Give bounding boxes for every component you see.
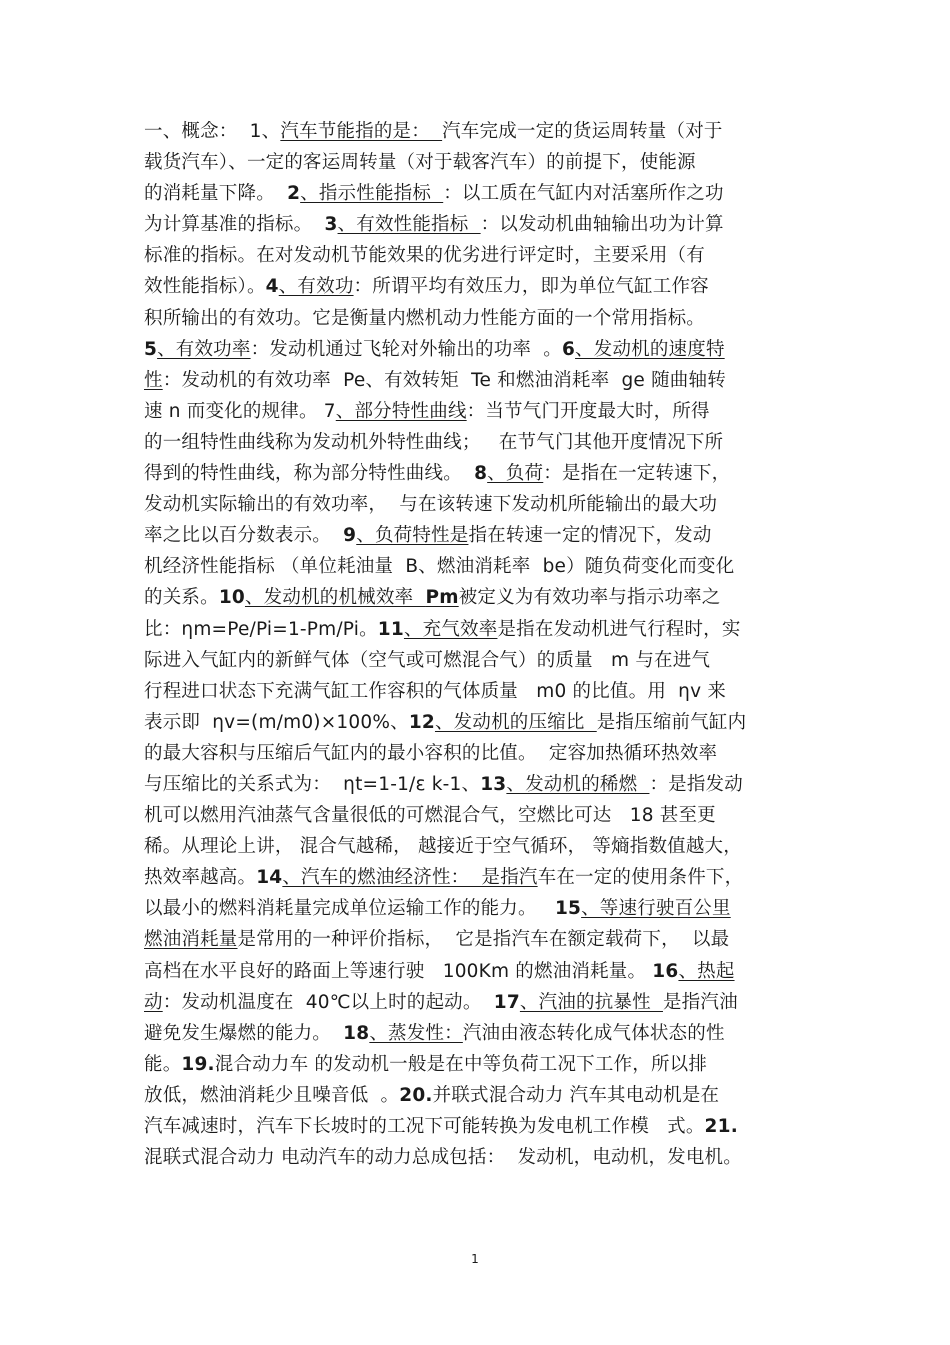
- term-label: Pm: [425, 587, 459, 609]
- text-run: 避免发生爆燃的能力。: [144, 1022, 344, 1044]
- term-label: 、汽车的燃油经济性： 是指汽: [282, 867, 538, 889]
- text-run: 并联式混合动力 汽车其电动机是在: [432, 1084, 720, 1106]
- page-number: 1: [471, 1252, 479, 1266]
- text-line: [144, 924, 814, 955]
- text-line: [144, 489, 814, 520]
- body-text: [144, 116, 814, 1173]
- text-run: ：以发动机曲轴输出功为计算: [480, 214, 724, 236]
- text-line: [144, 551, 814, 582]
- text-run: 标准的指标。在对发动机节能效果的优劣进行评定时，主要采用（有: [144, 245, 706, 267]
- text-run: 3: [324, 214, 338, 236]
- text-run: 6: [561, 338, 576, 360]
- text-run: 际进入气缸内的新鲜气体（空气或可燃混合气）的质量 m 与在进气: [144, 649, 711, 671]
- text-run: 与压缩比的关系式为： ηt=1-1/ε k-1、: [144, 773, 481, 795]
- term-label: 、有效功: [278, 276, 354, 298]
- text-run: 指在转速一定的情况下，发动: [468, 525, 712, 547]
- text-line: [144, 209, 814, 240]
- text-line: [144, 334, 814, 365]
- text-run: 10: [218, 587, 245, 609]
- text-run: 混联式混合动力 电动汽车的动力总成包括： 发动机，电动机，发电机。: [144, 1147, 742, 1169]
- term-label: 、有效功率: [157, 338, 251, 360]
- text-run: 16: [652, 960, 679, 982]
- text-line: [144, 987, 814, 1018]
- term-label: 燃油消耗量: [144, 929, 238, 951]
- text-run: ：是指发动: [649, 773, 743, 795]
- text-run: 汽车减速时，汽车下长坡时的工况下可能转换为发电机工作模 式。: [144, 1116, 705, 1137]
- text-run: 一、概念： 1、: [144, 121, 281, 142]
- text-run: 8: [474, 463, 488, 485]
- text-run: 是指压缩前气缸内: [596, 711, 747, 733]
- text-run: 11: [377, 618, 404, 640]
- text-line: [144, 396, 814, 427]
- text-run: 高档在水平良好的路面上等速行驶 100Km 的燃油消耗量。: [144, 960, 653, 982]
- text-run: 21.: [704, 1116, 738, 1137]
- text-line: [144, 147, 814, 178]
- text-run: 15: [554, 898, 582, 920]
- text-run: 汽车完成一定的货运周转量（对于: [442, 121, 723, 142]
- text-run: 表示即 ηv=(m/m0)×100%、: [144, 711, 409, 733]
- term-label: 、发动机的压缩比: [434, 711, 597, 733]
- term-label: 、有效性能指标: [337, 214, 481, 236]
- text-run: 12: [408, 711, 435, 733]
- term-label: 、发动机的速度特: [575, 338, 725, 360]
- text-run: 机可以燃用汽油蒸气含量很低的可燃混合气，空燃比可达 18 甚至更: [144, 805, 716, 827]
- text-line: [144, 645, 814, 676]
- text-run: 车在一定的使用条件下，: [537, 867, 744, 889]
- text-line: [144, 303, 814, 334]
- term-label: 、指示性能指标: [300, 183, 444, 205]
- text-run: 率之比以百分数表示。: [144, 525, 344, 547]
- term-label: 、汽油的抗暴性: [519, 991, 663, 1013]
- text-line: [144, 1049, 814, 1080]
- text-line: [144, 769, 814, 800]
- text-run: ：发动机的有效功率 Pe、有效转矩 Te 和燃油消耗率 ge 随曲轴转: [162, 369, 726, 391]
- text-run: 13: [480, 773, 507, 795]
- text-run: ：发动机温度在 40℃以上时的起动。: [162, 991, 494, 1013]
- text-run: 是指在发动机进气行程时，实: [497, 618, 741, 640]
- term-label: 、充气效率: [403, 618, 498, 640]
- text-run: 得到的特性曲线，称为部分特性曲线。: [144, 463, 475, 485]
- text-run: 19.: [181, 1053, 215, 1075]
- text-run: 的消耗量下降。: [144, 183, 288, 205]
- text-line: [144, 707, 814, 738]
- text-run: 发动机实际输出的有效功率， 与在该转速下发动机所能输出的最大功: [144, 494, 718, 516]
- text-line: [144, 893, 814, 924]
- text-run: 2: [287, 183, 301, 205]
- term-label: 、发动机的稀燃: [506, 773, 650, 795]
- text-run: 18: [343, 1022, 370, 1044]
- term-label: 性: [144, 369, 163, 391]
- text-run: 速 n 而变化的规律。 7: [144, 400, 336, 422]
- text-line: [144, 365, 814, 396]
- term-label: 、部分特性曲线: [335, 400, 467, 422]
- text-run: ：所谓平均有效压力，即为单位气缸工作容: [353, 276, 709, 298]
- term-label: 、等速行驶百公里: [581, 898, 731, 920]
- term-label: 、热起: [678, 960, 735, 982]
- text-run: 20.: [399, 1084, 433, 1106]
- text-line: [144, 738, 814, 769]
- text-run: 效性能指标）。: [144, 276, 266, 298]
- text-line: [144, 956, 814, 987]
- text-run: ：是指在一定转速下，: [543, 463, 731, 485]
- text-run: 为计算基准的指标。: [144, 214, 325, 236]
- text-run: 被定义为有效功率与指示功率之: [458, 587, 721, 609]
- text-run: 能。: [144, 1053, 182, 1075]
- text-run: 4: [265, 276, 279, 298]
- text-line: [144, 1080, 814, 1111]
- text-run: 行程进口状态下充满气缸工作容积的气体质量 m0 的比值。用 ηv 来: [144, 680, 727, 702]
- text-run: 的关系。: [144, 587, 219, 609]
- text-line: [144, 831, 814, 862]
- text-line: [144, 1018, 814, 1049]
- text-run: 积所输出的有效功。它是衡量内燃机动力性能方面的一个常用指标。: [144, 307, 706, 329]
- text-run: 比：ηm=Pe/Pi=1-Pm/Pi。: [144, 618, 378, 640]
- text-line: [144, 427, 814, 458]
- text-run: 汽油由液态转化成气体状态的性: [462, 1022, 725, 1044]
- text-run: 9: [343, 525, 357, 547]
- term-label: 、蒸发性：: [369, 1022, 463, 1044]
- term-label: 、负荷: [487, 463, 544, 485]
- text-run: 的一组特性曲线称为发动机外特性曲线； 在节气门其他开度情况下所: [144, 431, 724, 453]
- text-run: 是指汽油: [662, 991, 738, 1013]
- text-line: [144, 178, 814, 209]
- text-run: 热效率越高。: [144, 867, 257, 889]
- text-run: ：发动机通过飞轮对外输出的功率 。: [250, 338, 562, 360]
- text-line: [144, 582, 814, 613]
- text-run: 放低，燃油消耗少且噪音低 。: [144, 1084, 400, 1106]
- text-line: [144, 116, 814, 147]
- term-label: 动: [144, 991, 163, 1013]
- text-line: [144, 240, 814, 271]
- text-line: [144, 1142, 814, 1173]
- text-line: [144, 1111, 814, 1142]
- text-run: 14: [256, 867, 283, 889]
- text-line: [144, 676, 814, 707]
- text-line: [144, 520, 814, 551]
- term-label: 、发动机的机械效率: [244, 587, 426, 609]
- text-run: 载货汽车）、一定的客运周转量（对于载客汽车）的前提下，使能源: [144, 152, 696, 174]
- term-label: 、负荷特性是: [356, 525, 469, 547]
- text-run: 5: [144, 338, 158, 360]
- text-line: [144, 614, 814, 645]
- text-run: 的最大容积与压缩后气缸内的最小容积的比值。 定容加热循环热效率: [144, 742, 718, 764]
- text-run: ：当节气门开度最大时，所得: [466, 400, 710, 422]
- text-run: 17: [493, 991, 520, 1013]
- text-line: [144, 800, 814, 831]
- text-run: 以最小的燃料消耗量完成单位运输工作的能力。: [144, 898, 555, 920]
- text-line: [144, 862, 814, 893]
- text-run: 是常用的一种评价指标， 它是指汽车在额定载荷下， 以最: [237, 929, 730, 951]
- text-run: 稀。从理论上讲， 混合气越稀， 越接近于空气循环， 等熵指数值越大，: [144, 836, 742, 858]
- text-run: 混合动力车 的发动机一般是在中等负荷工况下工作，所以排: [214, 1053, 708, 1075]
- text-run: ：以工质在气缸内对活塞所作之功: [443, 183, 724, 205]
- text-line: [144, 458, 814, 489]
- text-line: [144, 271, 814, 302]
- term-label: 汽车节能指的是：: [280, 121, 443, 142]
- text-run: 机经济性能指标 （单位耗油量 B、燃油消耗率 be）随负荷变化而变化: [144, 556, 735, 578]
